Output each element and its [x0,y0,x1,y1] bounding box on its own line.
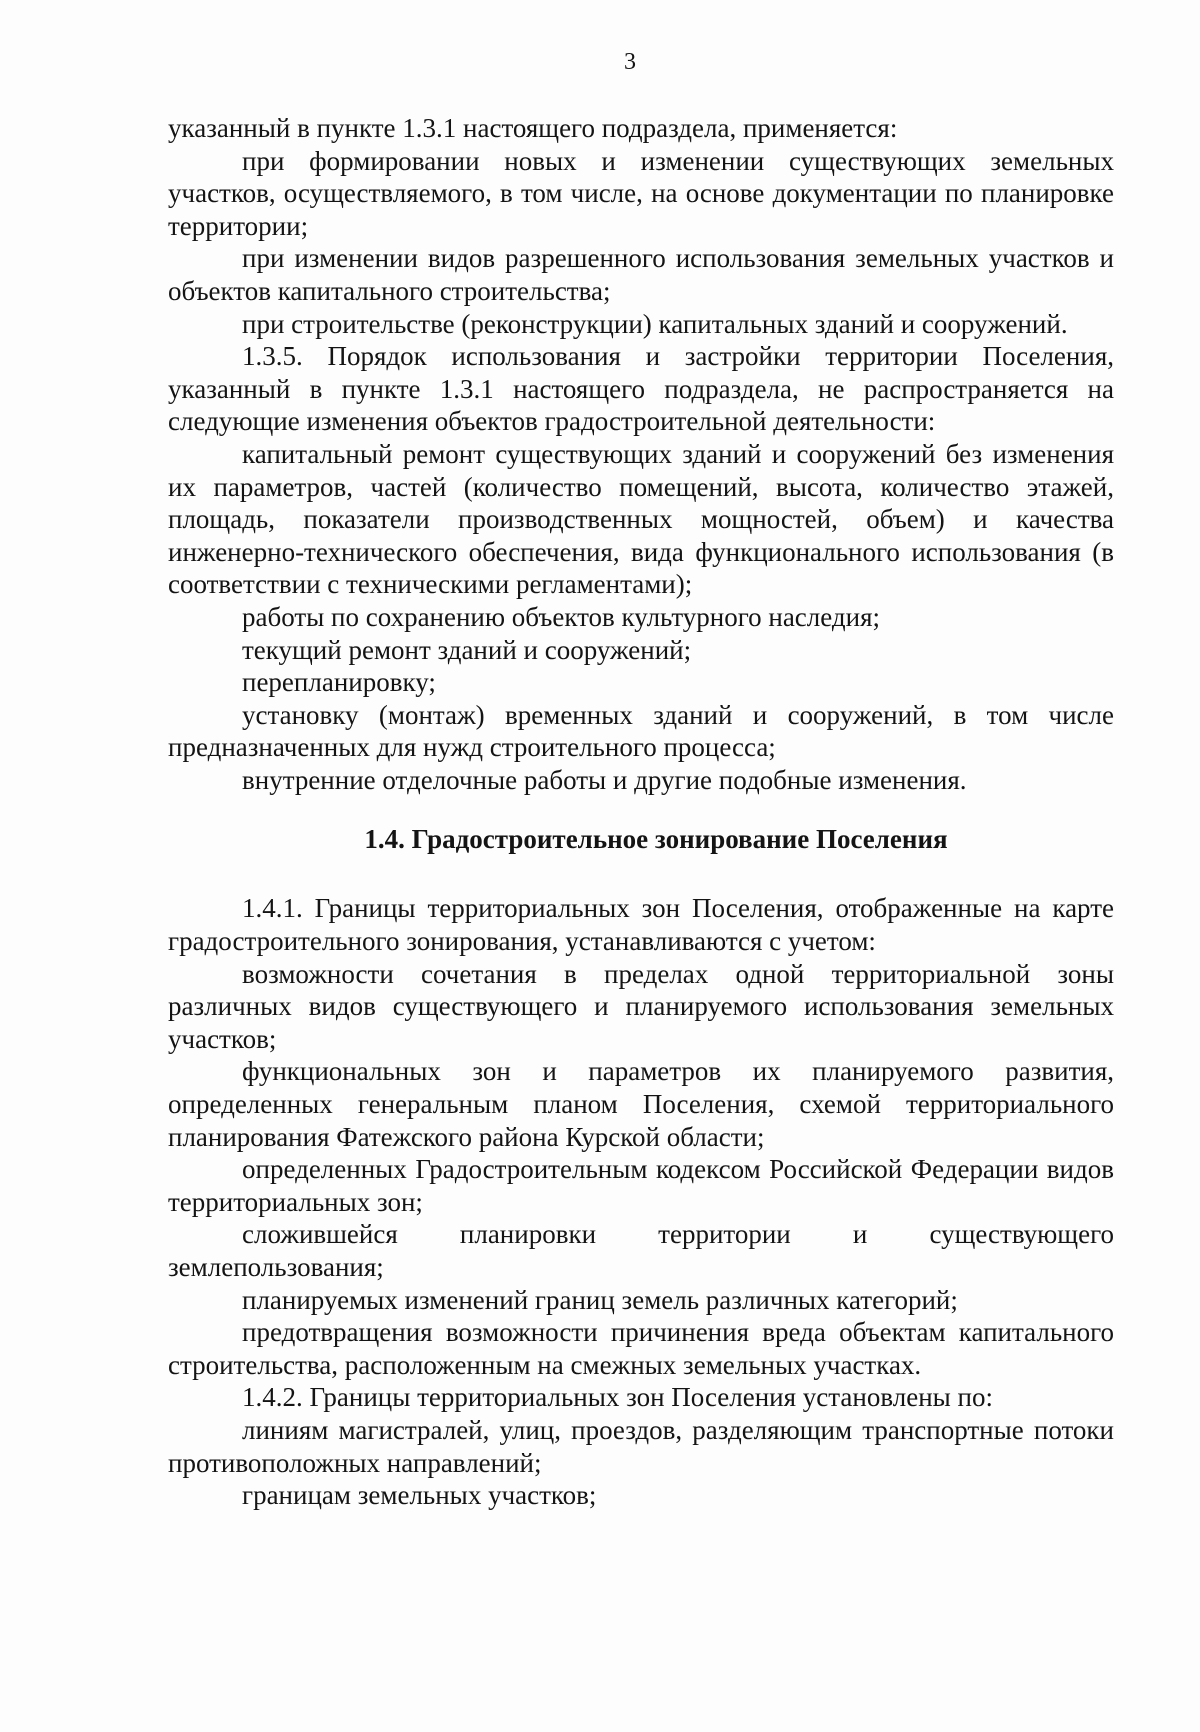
paragraph: при формировании новых и изменении существующих земельных участков, осуществляемого, в том числе, на основе документации по планировке территории; [168,145,1114,241]
paragraph: текущий ремонт зданий и сооружений; [242,634,692,665]
paragraph: 1.4.2. Границы территориальных зон Поселения установлены по: [242,1382,993,1413]
paragraph: предотвращения возможности причинения вреда объектам капитального строительства, расположенным на смежных земельных участках. [168,1317,1114,1380]
paragraph: указанный в пункте 1.3.1 настоящего подраздела, применяется: [168,113,898,143]
paragraph: капитальный ремонт существующих зданий и сооружений без изменения их параметров, частей (количество помещений, высота, количество этажей, площадь, показатели производственных мощностей, объем) и качества инженерно-технического обеспечения, вида функционального использования (в соответствии с техническими регламентами); [168,438,1114,600]
paragraph: возможности сочетания в пределах одной территориальной зоны различных видов существующего и планируемого использования земельных участков; [168,958,1114,1054]
section-1-4-text [168,892,1114,1511]
section-heading: 1.4. Градостроительное зонирование Поселения [364,824,948,855]
paragraph: работы по сохранению объектов культурного наследия; [242,601,880,632]
paragraph: границам земельных участков; [242,1480,597,1511]
paragraph: при изменении видов разрешенного использования земельных участков и объектов капитального строительства; [168,243,1114,306]
paragraph: 1.3.5. Порядок использования и застройки территории Поселения, указанный в пункте 1.3.1 настоящего подраздела, не распространяется на следующие изменения объектов градостроительной деятельности: [168,341,1114,437]
paragraph: внутренние отделочные работы и другие подобные изменения. [242,764,967,795]
paragraph: перепланировку; [242,667,436,698]
document-body [168,112,1114,1512]
paragraph: сложившейся планировки территории и существующего землепользования; [168,1219,1114,1282]
paragraph: установку (монтаж) временных зданий и сооружений, в том числе предназначенных для нужд строительного процесса; [168,699,1114,763]
paragraph: определенных Градостроительным кодексом Российской Федерации видов территориальных зон; [168,1154,1114,1217]
paragraph: линиям магистралей, улиц, проездов, разделяющим транспортные потоки противоположных направлений; [168,1414,1114,1478]
paragraph: функциональных зон и параметров их планируемого развития, определенных генеральным планом Поселения, схемой территориального планирования Фатежского района Курской области; [168,1056,1114,1152]
page-number: 3 [624,49,636,75]
paragraph: при строительстве (реконструкции) капитальных зданий и сооружений. [242,308,1068,339]
paragraph: 1.4.1. Границы территориальных зон Поселения, отображенные на карте градостроительного зонирования, устанавливаются с учетом: [168,893,1114,957]
section-1-3-text [168,112,1114,796]
paragraph: планируемых изменений границ земель различных категорий; [242,1284,958,1315]
